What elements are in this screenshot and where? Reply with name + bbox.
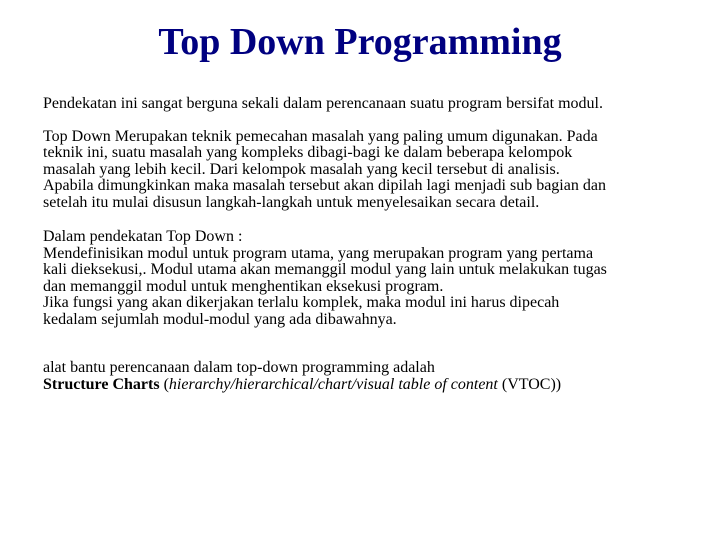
structure-charts-term: Structure Charts <box>43 375 160 393</box>
text-line: teknik ini, suatu masalah yang kompleks dibagi-bagi ke dalam beberapa kelompok <box>43 144 573 161</box>
slide-body <box>43 96 693 393</box>
italic-term: hierarchy/hierarchical/chart/visual table of content <box>168 375 498 393</box>
paragraph-definition <box>43 129 693 212</box>
text-line: Dalam pendekatan Top Down : <box>43 228 243 245</box>
paragraph-intro: Pendekatan ini sangat berguna sekali dalam perencanaan suatu program bersifat modul. <box>43 95 603 112</box>
text-line: kali dieksekusi,. Modul utama akan memanggil modul yang lain untuk melakukan tugas <box>43 261 607 278</box>
slide-title: Top Down Programming <box>158 21 562 63</box>
text-line: Jika fungsi yang akan dikerjakan terlalu komplek, maka modul ini harus dipecah <box>43 294 560 311</box>
open-paren: ( <box>159 375 169 393</box>
text-line: setelah itu mulai disusun langkah-langkah untuk menyelesaikan secara detail. <box>43 193 540 211</box>
text-line: Mendefinisikan modul untuk program utama, yang merupakan program yang pertama <box>43 244 594 262</box>
vtoc-text: (VTOC)) <box>497 375 562 393</box>
paragraph-approach <box>43 229 693 328</box>
text-line: alat bantu perencanaan dalam top-down programming adalah <box>43 359 435 376</box>
text-line: Top Down Merupakan teknik pemecahan masalah yang paling umum digunakan. Pada <box>43 127 598 145</box>
text-line: dan memanggil modul untuk menghentikan eksekusi program. <box>43 277 444 295</box>
text-line: masalah yang lebih kecil. Dari kelompok masalah yang kecil tersebut di analisis. <box>43 160 560 178</box>
text-line: kedalam sejumlah modul-modul yang ada dibawahnya. <box>43 310 397 328</box>
text-line: Apabila dimungkinkan maka masalah tersebut akan dipilah lagi menjadi sub bagian dan <box>43 177 606 194</box>
text-line <box>43 377 693 394</box>
paragraph-tools <box>43 360 693 393</box>
